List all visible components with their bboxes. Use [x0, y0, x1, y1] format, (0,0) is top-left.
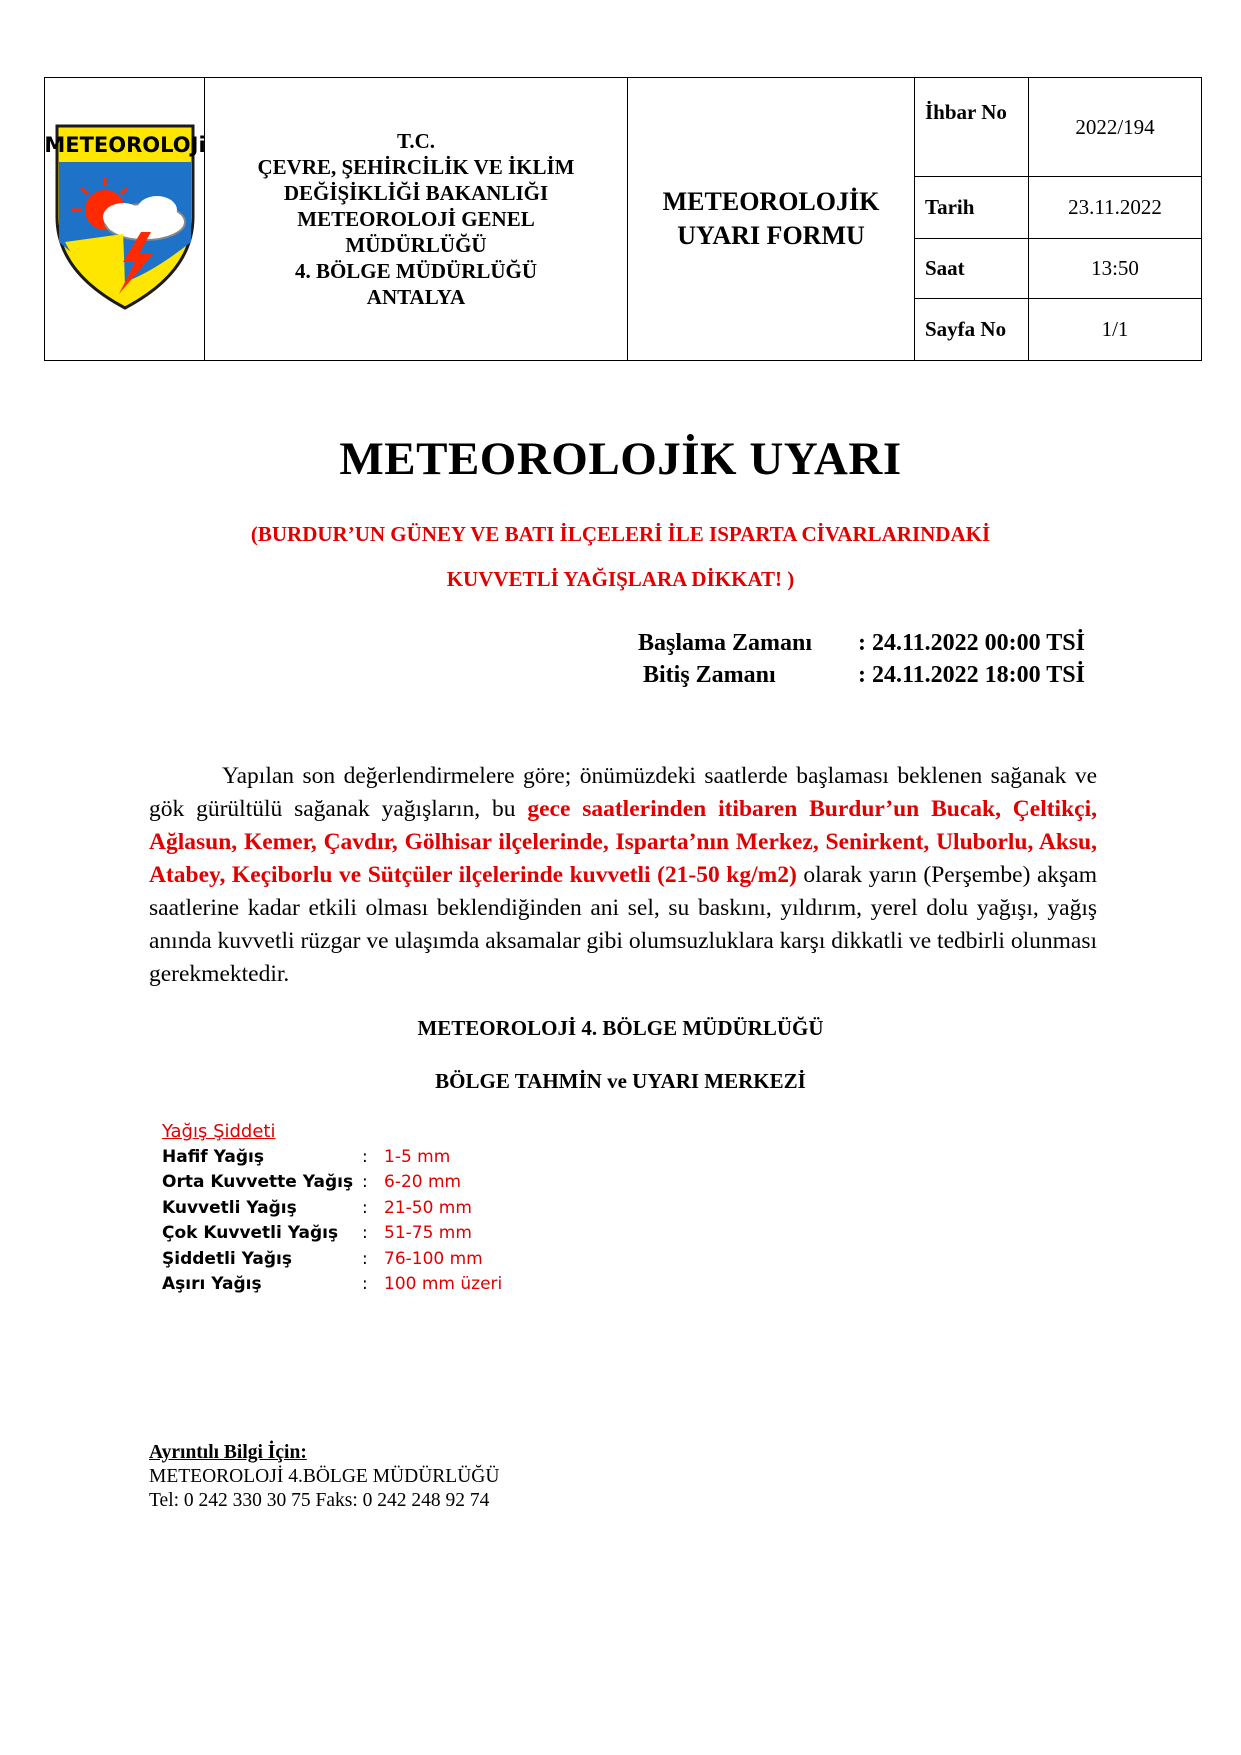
tarih-value: 23.11.2022	[1029, 177, 1202, 239]
body-text: Yapılan son değerlendirmelere göre; önümüzdeki saatlerde başlaması beklenen sağanak ve gök gürültülü sağanak yağışların, bu	[149, 763, 1097, 822]
form-title	[628, 78, 915, 361]
end-time-value: : 24.11.2022 18:00 TSİ	[858, 662, 1085, 688]
legend-value: 1-5 mm	[384, 1146, 451, 1167]
legend-value: 21-50 mm	[384, 1197, 472, 1218]
org-line: DEĞİŞİKLİĞİ BAKANLIĞI	[283, 181, 549, 205]
legend-row	[162, 1221, 502, 1247]
legend-colon: :	[362, 1172, 368, 1193]
org-line: ÇEVRE, ŞEHİRCİLİK VE İKLİM	[257, 155, 575, 179]
legend-row	[162, 1195, 502, 1221]
legend-value: 76-100 mm	[384, 1248, 483, 1269]
signature-line-1: METEOROLOJİ 4. BÖLGE MÜDÜRLÜĞÜ	[417, 1016, 824, 1040]
tarih-label: Tarih	[915, 177, 1029, 239]
warning-subtitle-line2: KUVVETLİ YAĞIŞLARA DİKKAT! )	[446, 567, 795, 591]
org-line: 4. BÖLGE MÜDÜRLÜĞÜ	[294, 259, 538, 283]
legend-name: Çok Kuvvetli Yağış	[162, 1223, 339, 1244]
logo-cell	[45, 78, 205, 361]
ihbar-no-value: 2022/194	[1029, 78, 1202, 177]
signature-line-2: BÖLGE TAHMİN ve UYARI MERKEZİ	[435, 1069, 806, 1093]
legend-row	[162, 1170, 502, 1196]
warning-body-paragraph	[149, 760, 1097, 991]
form-title-line: METEOROLOJİK	[662, 187, 880, 216]
legend-name: Orta Kuvvette Yağış	[162, 1172, 354, 1193]
legend-title: Yağış Şiddeti	[162, 1121, 276, 1142]
org-line: T.C.	[396, 129, 436, 153]
saat-label: Saat	[915, 239, 1029, 299]
org-line: METEOROLOJİ GENEL	[297, 207, 535, 231]
legend-colon: :	[362, 1223, 368, 1244]
contact-title: Ayrıntılı Bilgi İçin:	[149, 1442, 307, 1463]
legend-row	[162, 1246, 502, 1272]
page-title: METEOROLOJİK UYARI	[339, 433, 902, 485]
body-highlight-text: gece saatlerinden itibaren Burdur’un Bucak, Çeltikçi, Ağlasun, Kemer, Çavdır, Gölhisar ilçelerinde, Isparta’nın Merkez, Senirkent, Uluborlu, Aksu, Atabey, Keçiborlu ve Sütçüler ilçelerinde kuvvetli (21-50 kg/m2)	[149, 796, 1097, 888]
saat-value: 13:50	[1029, 239, 1202, 299]
body-text: olarak yarın (Perşembe) akşam saatlerine kadar etkili olması beklendiğinden ani sel, su baskını, yıldırım, yerel dolu yağışı, yağış anında kuvvetli rüzgar ve ulaşımda aksamalar gibi olumsuzluklara karşı dikkatli ve tedbirli olunması gerekmektedir.	[149, 862, 1097, 987]
legend-colon: :	[362, 1248, 368, 1269]
contact-phone-fax: Tel: 0 242 330 30 75 Faks: 0 242 248 92 74	[149, 1490, 490, 1511]
start-time-label: Başlama Zamanı	[638, 630, 813, 656]
legend-row	[162, 1272, 502, 1298]
organization-block	[205, 78, 628, 361]
legend-colon: :	[362, 1197, 368, 1218]
sayfa-no-label: Sayfa No	[915, 299, 1029, 361]
legend-name: Aşırı Yağış	[162, 1274, 262, 1295]
sayfa-no-value: 1/1	[1029, 299, 1202, 361]
legend-value: 51-75 mm	[384, 1223, 472, 1244]
warning-subtitle-line1: (BURDUR’UN GÜNEY VE BATI İLÇELERİ İLE ISPARTA CİVARLARINDAKİ	[250, 522, 991, 546]
ihbar-no-label: İhbar No	[915, 78, 1029, 177]
legend-value: 6-20 mm	[384, 1172, 462, 1193]
legend-name: Şiddetli Yağış	[162, 1248, 292, 1269]
legend-colon: :	[362, 1274, 368, 1295]
legend-colon: :	[362, 1146, 368, 1167]
form-title-line: UYARI FORMU	[677, 221, 865, 250]
logo-text: METEOROLOJi	[43, 132, 206, 157]
meteoroloji-logo-icon	[43, 122, 206, 312]
legend-name: Hafif Yağış	[162, 1146, 264, 1167]
precipitation-legend	[162, 1119, 502, 1297]
org-line: ANTALYA	[366, 285, 466, 309]
header-table	[44, 77, 1202, 361]
org-line: MÜDÜRLÜĞÜ	[345, 233, 487, 257]
contact-org: METEOROLOJİ 4.BÖLGE MÜDÜRLÜĞÜ	[149, 1466, 500, 1487]
legend-value: 100 mm üzeri	[384, 1274, 503, 1295]
contact-info	[149, 1441, 499, 1513]
end-time-label: Bitiş Zamanı	[643, 662, 776, 688]
legend-name: Kuvvetli Yağış	[162, 1197, 297, 1218]
legend-row	[162, 1144, 502, 1170]
start-time-value: : 24.11.2022 00:00 TSİ	[858, 630, 1085, 656]
